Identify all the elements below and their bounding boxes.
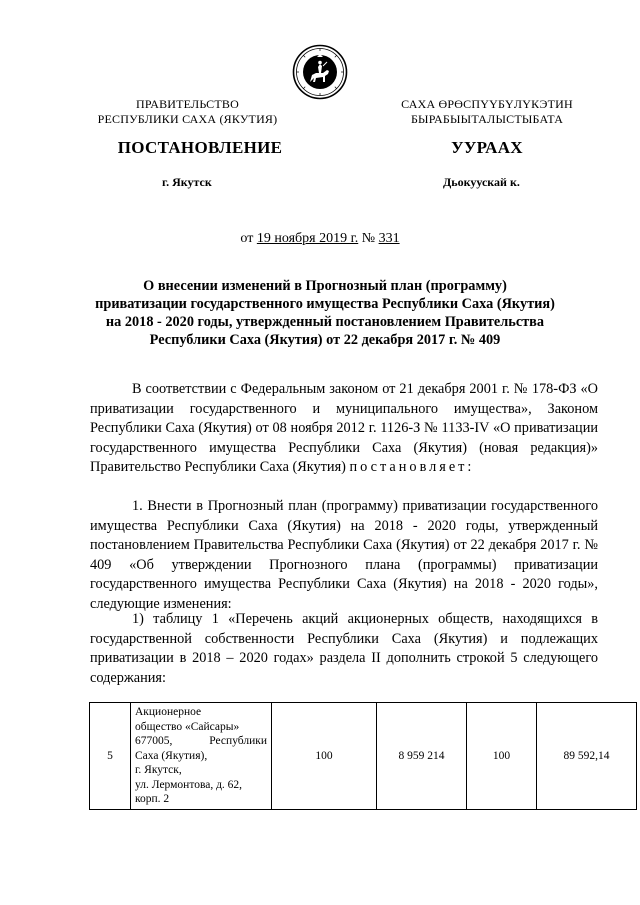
shares-table [89, 702, 637, 810]
header-right-block [378, 97, 596, 127]
company-name-line2: общество «Сайсары» [135, 720, 240, 733]
paragraph-item-1: 1. Внести в Прогнозный план (программу) приватизации государственного имущества Республики Саха (Якутия) на 2018 - 2020 годы, утвержденный постановлением Правительства Республики Саха (Якутия) от 22 декабря 2017 г. № 409 «Об утверждении Прогнозного плана (программы) приватизации государственного имущества Республики Саха (Якутия) на 2018 - 2020 годы», следующие изменения: [90, 498, 598, 612]
title-line1: О внесении изменений в Прогнозный план (программу) [143, 278, 507, 294]
coat-of-arms-emblem [292, 44, 348, 100]
preamble-text: В соответствии с Федеральным законом от 21 декабря 2001 г. № 178-ФЗ «О приватизации государственного и муниципального имущества», Законом Республики Саха (Якутия) от 08 ноября 2012 г. 1126-З № 1133-IV «О приватизации государственного имущества Республики Саха (Якутия) (новая редакция)» Правительство Республики Саха (Якутия) [90, 381, 598, 475]
title-line3: на 2018 - 2020 годы, утвержденный постановлением Правительства [105, 314, 545, 330]
address-line2: г. Якутск, [135, 764, 182, 776]
address-republic: Республики [209, 735, 267, 747]
title-line4: Республики Саха (Якутия) от 22 декабря 2017 г. № 409 [149, 332, 501, 348]
document-number-line [0, 231, 640, 247]
cell-row-number: 5 [90, 703, 131, 810]
address-line4: корп. 2 [135, 793, 170, 805]
cell-share-percent: 100 [272, 703, 377, 810]
city-russian: г. Якутск [162, 175, 212, 189]
table-row [90, 703, 637, 810]
paragraph-subitem-1: 1) таблицу 1 «Перечень акций акционерных обществ, находящихся в государственной собственности Республики Саха (Якутия) и подлежащих приватизации в 2018 – 2020 годах» раздела II дополнить строкой 5 следующего содержания: [90, 611, 598, 686]
address-justified-line [135, 734, 267, 749]
paragraph-preamble [90, 380, 598, 478]
cell-shares-count: 8 959 214 [377, 703, 467, 810]
header-left-block [95, 97, 280, 127]
docnum-sign: № [358, 231, 379, 246]
docnum-prefix: от [240, 231, 257, 246]
cell-value: 89 592,14 [537, 703, 637, 810]
city-sakha: Дьокуускай к. [443, 175, 520, 189]
doctype-title-russian: ПОСТАНОВЛЕНИЕ [117, 138, 283, 157]
decree-word: постановляет: [349, 459, 475, 475]
company-name-line1: Акционерное [135, 706, 202, 718]
docnum-number: 331 [378, 231, 400, 246]
document-title [80, 277, 570, 349]
cell-privatized-percent: 100 [467, 703, 537, 810]
cell-company-name-address [131, 703, 272, 810]
header-left-line2: РЕСПУБЛИКИ САХА (ЯКУТИЯ) [97, 112, 278, 126]
doctype-title-sakha: УУРААХ [451, 138, 523, 157]
address-line3: ул. Лермонтова, д. 62, [135, 778, 243, 791]
header-right-line2: БЫРАБЫЫТАЛЫСТЫБАТА [410, 112, 564, 126]
header-left-line1: ПРАВИТЕЛЬСТВО [136, 97, 239, 111]
header-right-line1: САХА ӨРӨСПҮҮБҮЛҮКЭТИН [401, 97, 573, 111]
address-line1: Саха (Якутия), [135, 749, 208, 762]
title-line2: приватизации государственного имущества Республики Саха (Якутия) [95, 296, 555, 312]
address-postcode: 677005, [135, 735, 173, 747]
docnum-date: 19 ноября 2019 г. [256, 231, 359, 246]
